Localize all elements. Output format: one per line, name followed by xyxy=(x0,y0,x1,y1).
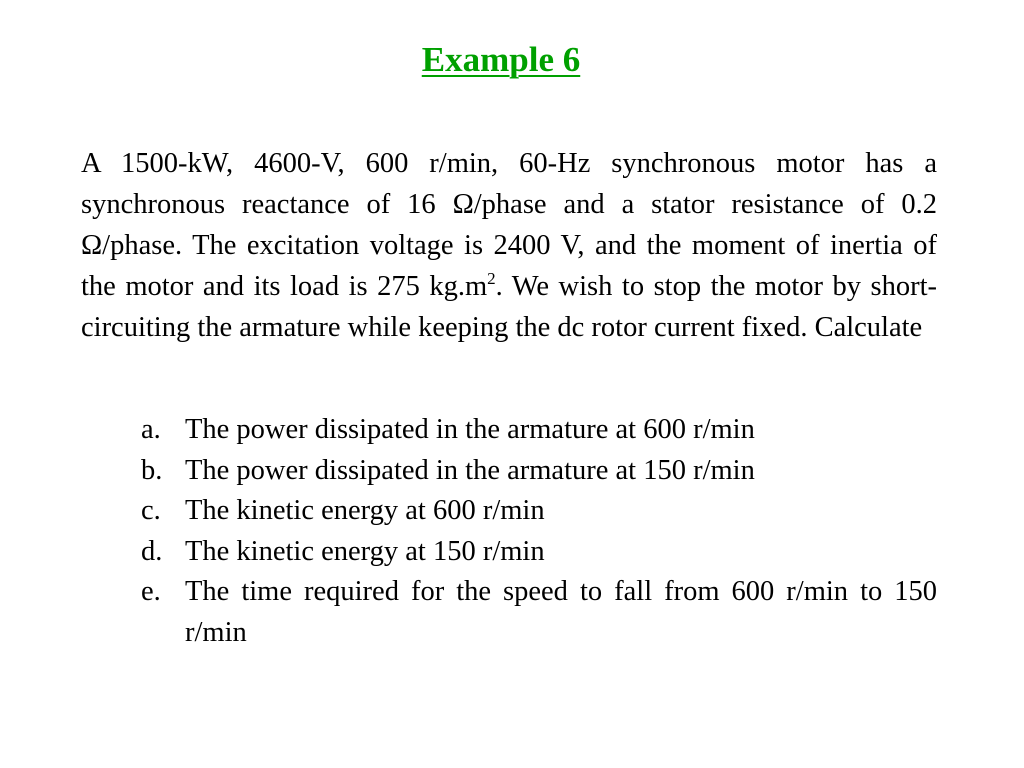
part-text: The kinetic energy at 600 r/min xyxy=(185,495,545,526)
problem-text-tail: . We wish to stop the motor by short-circuiting the armature while keeping the dc rotor current fixed. Calculate xyxy=(81,271,937,343)
part-letter: c. xyxy=(141,495,161,526)
part-text: The time required for the speed to fall from 600 r/min to 150 r/min xyxy=(185,576,937,648)
part-letter: d. xyxy=(141,535,163,567)
problem-statement xyxy=(81,143,937,348)
part-letter: a. xyxy=(141,414,161,445)
part-text: The kinetic energy at 150 r/min xyxy=(185,535,545,567)
part-text: The power dissipated in the armature at 600 r/min xyxy=(185,414,755,445)
question-part-c xyxy=(141,491,937,532)
part-letter: b. xyxy=(141,454,163,486)
question-part-a xyxy=(141,410,937,451)
part-letter: e. xyxy=(141,576,161,607)
slide-title: Example 6 xyxy=(421,40,581,79)
question-part-d xyxy=(141,532,937,573)
part-text: The power dissipated in the armature at 150 r/min xyxy=(185,454,755,486)
question-parts-list xyxy=(141,410,937,653)
question-part-b xyxy=(141,451,937,492)
problem-text-main: A 1500-kW, 4600-V, 600 r/min, 60-Hz synchronous motor has a synchronous reactance of 16 Ω/phase and a stator resistance of 0.2 Ω/phase. The excitation voltage is 2400 V, and the moment of inertia of the motor and its load is 275 kg.m xyxy=(81,148,937,302)
question-part-e xyxy=(141,572,937,653)
unit-exponent: 2 xyxy=(487,269,496,288)
